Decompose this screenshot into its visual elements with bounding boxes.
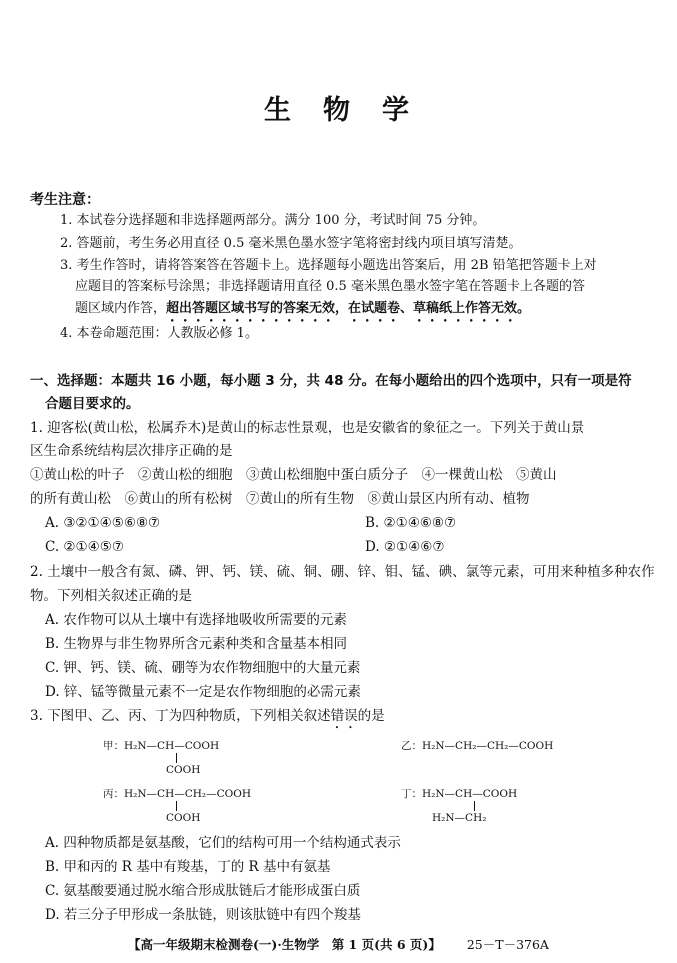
question-stem: 2. 土壤中一般含有氮、磷、钾、钙、镁、硫、铜、硼、锌、钼、锰、碘、氯等元素，可用来种植多种农作 xyxy=(30,564,655,580)
notice-emphasis: 超出答题区域书写的答案无效，在试题卷、草稿纸上作答无效。 xyxy=(166,301,531,316)
option-b: B. 生物界与非生物界所含元素种类和含量基本相同 xyxy=(45,636,348,652)
option-c: C. 钾、钙、镁、硫、硼等为农作物细胞中的大量元素 xyxy=(45,660,361,676)
option-a: A. ③②①④⑤⑥⑧⑦ xyxy=(45,515,161,531)
notice-item-cont: 应题目的答案标号涂黑；非选择题请用直径 0.5 毫米黑色墨水签字笔在答题卡上各题的答 xyxy=(75,279,585,294)
stem-emphasis: 错误 xyxy=(330,708,358,724)
option-c: C. ②①④⑤⑦ xyxy=(45,539,124,555)
formula-bing-sub: COOH xyxy=(166,812,201,824)
question-stem-cont: 物。下列相关叙述正确的是 xyxy=(30,588,192,604)
formula-bing: 丙：H₂N—CH—CH₂—COOH xyxy=(103,788,252,800)
formula-jia-sub: COOH xyxy=(166,764,201,776)
notice-item-cont xyxy=(75,301,530,325)
option-b: B. 甲和丙的 R 基中有羧基，丁的 R 基中有氨基 xyxy=(45,859,331,875)
bond-line xyxy=(176,801,177,811)
bond-line xyxy=(176,753,177,763)
notice-item: 3. 考生作答时，请将答案答在答题卡上。选择题每小题选出答案后，用 2B 铅笔把答题卡上对 xyxy=(60,258,597,273)
formula-ding-sub: H₂N—CH₂ xyxy=(432,812,487,824)
question-items-cont: 的所有黄山松 ⑥黄山的所有松树 ⑦黄山的所有生物 ⑧黄山景区内所有动、植物 xyxy=(30,491,530,507)
notice-item: 1. 本试卷分选择题和非选择题两部分。满分 100 分，考试时间 75 分钟。 xyxy=(60,213,486,228)
notice-item: 2. 答题前，考生务必用直径 0.5 毫米黑色墨水签字笔将密封线内项目填写清楚。 xyxy=(60,236,522,251)
question-stem-cont: 区生命系统结构层次排序正确的是 xyxy=(30,443,233,459)
option-b: B. ②①④⑥⑧⑦ xyxy=(365,515,457,531)
question-items: ①黄山松的叶子 ②黄山松的细胞 ③黄山松细胞中蛋白质分子 ④一棵黄山松 ⑤黄山 xyxy=(30,467,557,483)
option-c: C. 氨基酸要通过脱水缩合形成肽链后才能形成蛋白质 xyxy=(45,883,361,899)
option-a: A. 四种物质都是氨基酸，它们的结构可用一个结构通式表示 xyxy=(45,835,401,851)
stem-text: 的是 xyxy=(357,708,385,724)
formula-ding: 丁：H₂N—CH—COOH xyxy=(401,788,518,800)
question-stem xyxy=(30,708,385,732)
stem-text: 3. 下图甲、乙、丙、丁为四种物质，下列相关叙述 xyxy=(30,708,331,724)
formula-yi: 乙：H₂N—CH₂—CH₂—COOH xyxy=(401,740,554,752)
bond-line xyxy=(474,801,475,811)
title-char: 物 xyxy=(323,95,354,126)
title-char: 学 xyxy=(382,95,413,126)
option-d: D. ②①④⑥⑦ xyxy=(365,539,445,555)
question-stem: 1. 迎客松(黄山松，松属乔木)是黄山的标志性景观，也是安徽省的象征之一。下列关于黄山景 xyxy=(30,420,585,436)
notice-item: 4. 本卷命题范围：人教版必修 1。 xyxy=(60,326,258,341)
section-heading-cont: 合题目要求的。 xyxy=(45,396,140,412)
option-a: A. 农作物可以从土壤中有选择地吸收所需要的元素 xyxy=(45,612,347,628)
option-d: D. 若三分子甲形成一条肽链，则该肽链中有四个羧基 xyxy=(45,907,361,923)
title-char: 生 xyxy=(264,95,295,126)
section-heading: 一、选择题：本题共 16 小题，每小题 3 分，共 48 分。在每小题给出的四个选项中，只有一项是符 xyxy=(30,373,632,389)
option-d: D. 锌、锰等微量元素不一定是农作物细胞的必需元素 xyxy=(45,684,361,700)
page-title xyxy=(0,88,677,127)
footer-code: 25－T－376A xyxy=(466,937,549,952)
notice-heading: 考生注意： xyxy=(30,192,100,208)
page-footer xyxy=(0,935,677,953)
formula-jia: 甲：H₂N—CH—COOH xyxy=(103,740,220,752)
footer-text: 【高一年级期末检测卷(一)·生物学 第 1 页(共 6 页)】 xyxy=(128,937,441,952)
notice-text: 题区域内作答， xyxy=(75,301,167,316)
